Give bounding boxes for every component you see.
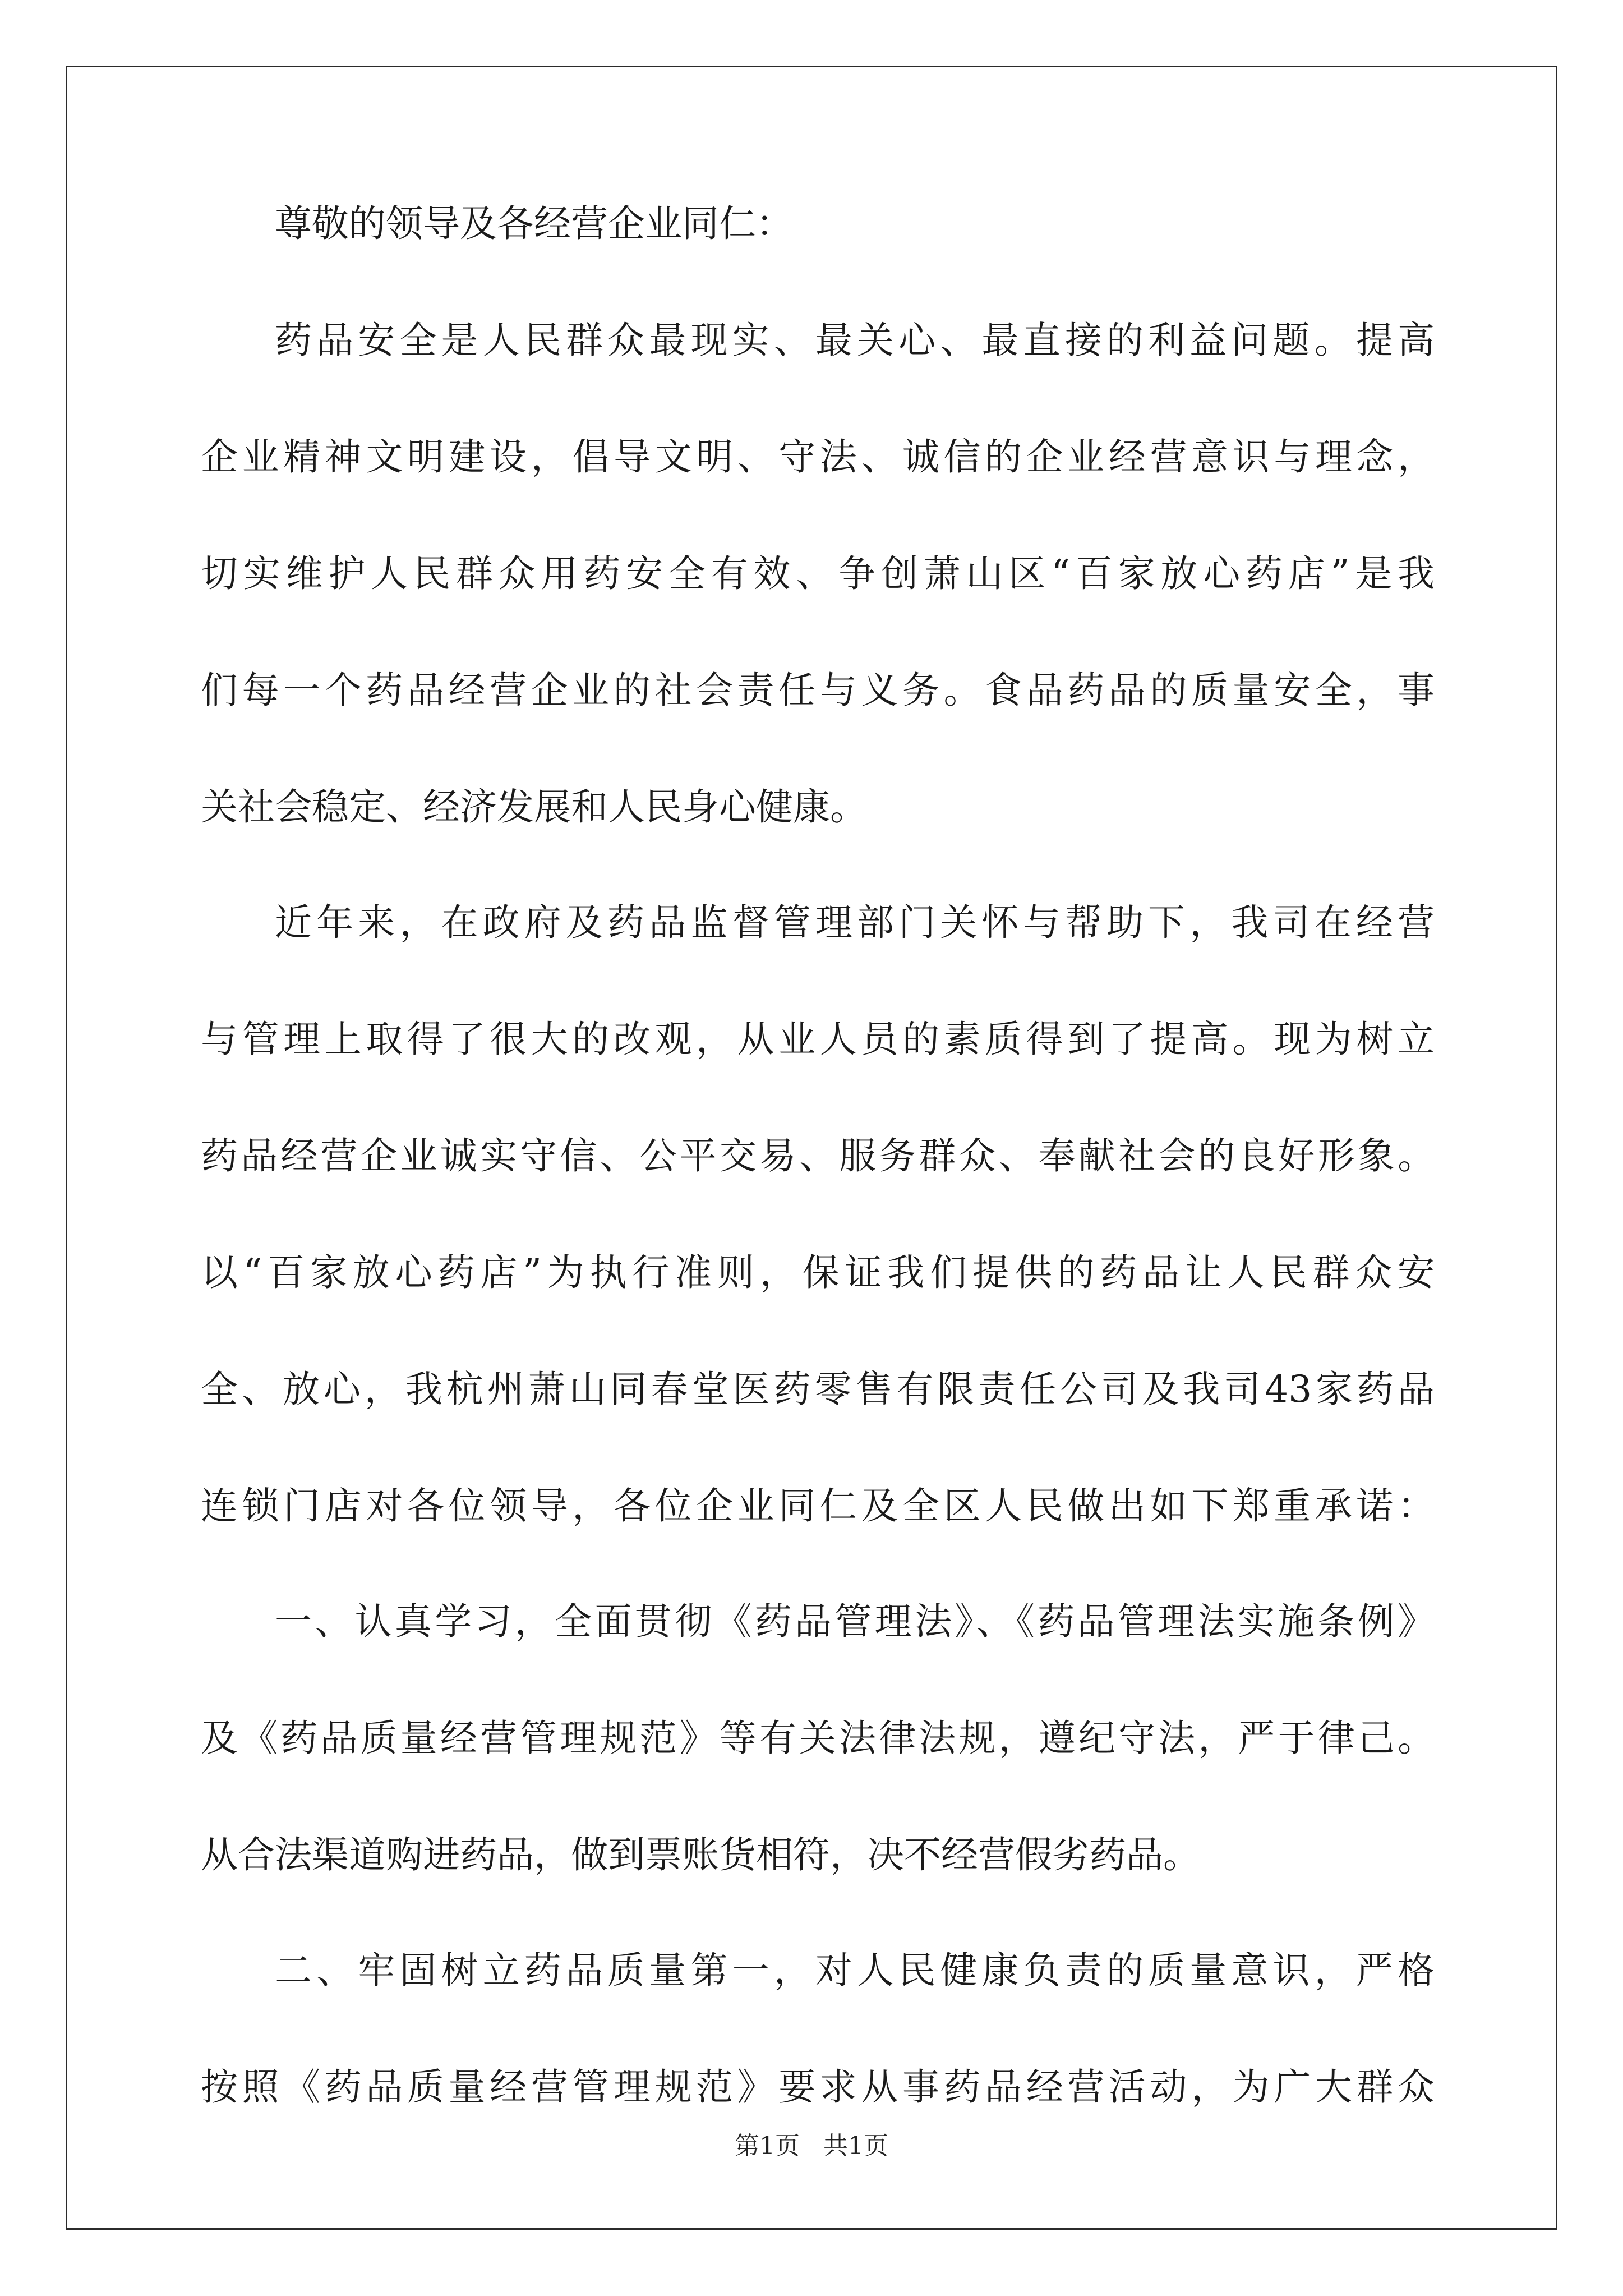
paragraph-line: 按照《药品质量经营管理规范》要求从事药品经营活动，为广大群众 [201, 2065, 1435, 2109]
paragraph-line: 药品安全是人民群众最现实、最关心、最直接的利益问题。提高 [275, 319, 1435, 362]
paragraph-line: 们每一个药品经营企业的社会责任与义务。食品药品的质量安全，事 [201, 669, 1435, 712]
paragraph-line: 近年来，在政府及药品监督管理部门关怀与帮助下，我司在经营 [275, 901, 1435, 944]
paragraph-2 [201, 901, 1435, 1528]
paragraph-line: 企业精神文明建设，倡导文明、守法、诚信的企业经营意识与理念， [201, 435, 1435, 478]
paragraph-line: 从合法渠道购进药品，做到票账货相符，决不经营假劣药品。 [201, 1833, 1200, 1876]
paragraph-1 [201, 319, 1435, 829]
paragraph-3 [201, 1600, 1435, 1877]
paragraph-line: 二、牢固树立药品质量第一，对人民健康负责的质量意识，严格 [275, 1949, 1435, 1992]
salutation: 尊敬的领导及各经营企业同仁： [275, 202, 793, 245]
paragraph-line: 及《药品质量经营管理规范》等有关法律法规，遵纪守法，严于律己。 [201, 1717, 1435, 1760]
document-body [201, 202, 1435, 2181]
paragraph-line: 一、认真学习，全面贯彻《药品管理法》、《药品管理法实施条例》 [275, 1600, 1435, 1643]
paragraph-line: 与管理上取得了很大的改观，从业人员的素质得到了提高。现为树立 [201, 1018, 1435, 1061]
paragraph-line: 以“百家放心药店”为执行准则，保证我们提供的药品让人民群众安 [201, 1251, 1435, 1294]
paragraph-4 [201, 1949, 1435, 2109]
paragraph-line: 药品经营企业诚实守信、公平交易、服务群众、奉献社会的良好形象。 [201, 1134, 1435, 1177]
paragraph-line: 关社会稳定、经济发展和人民身心健康。 [201, 785, 867, 829]
paragraph-line: 切实维护人民群众用药安全有效、争创萧山区“百家放心药店”是我 [201, 552, 1435, 595]
paragraph-line: 全、放心，我杭州萧山同春堂医药零售有限责任公司及我司43家药品 [201, 1368, 1435, 1411]
page-number: 第1页 [735, 2132, 800, 2160]
paragraph-line: 连锁门店对各位领导，各位企业同仁及全区人民做出如下郑重承诺： [201, 1484, 1435, 1527]
page-total: 共1页 [823, 2132, 888, 2160]
page-footer [0, 2132, 1623, 2161]
